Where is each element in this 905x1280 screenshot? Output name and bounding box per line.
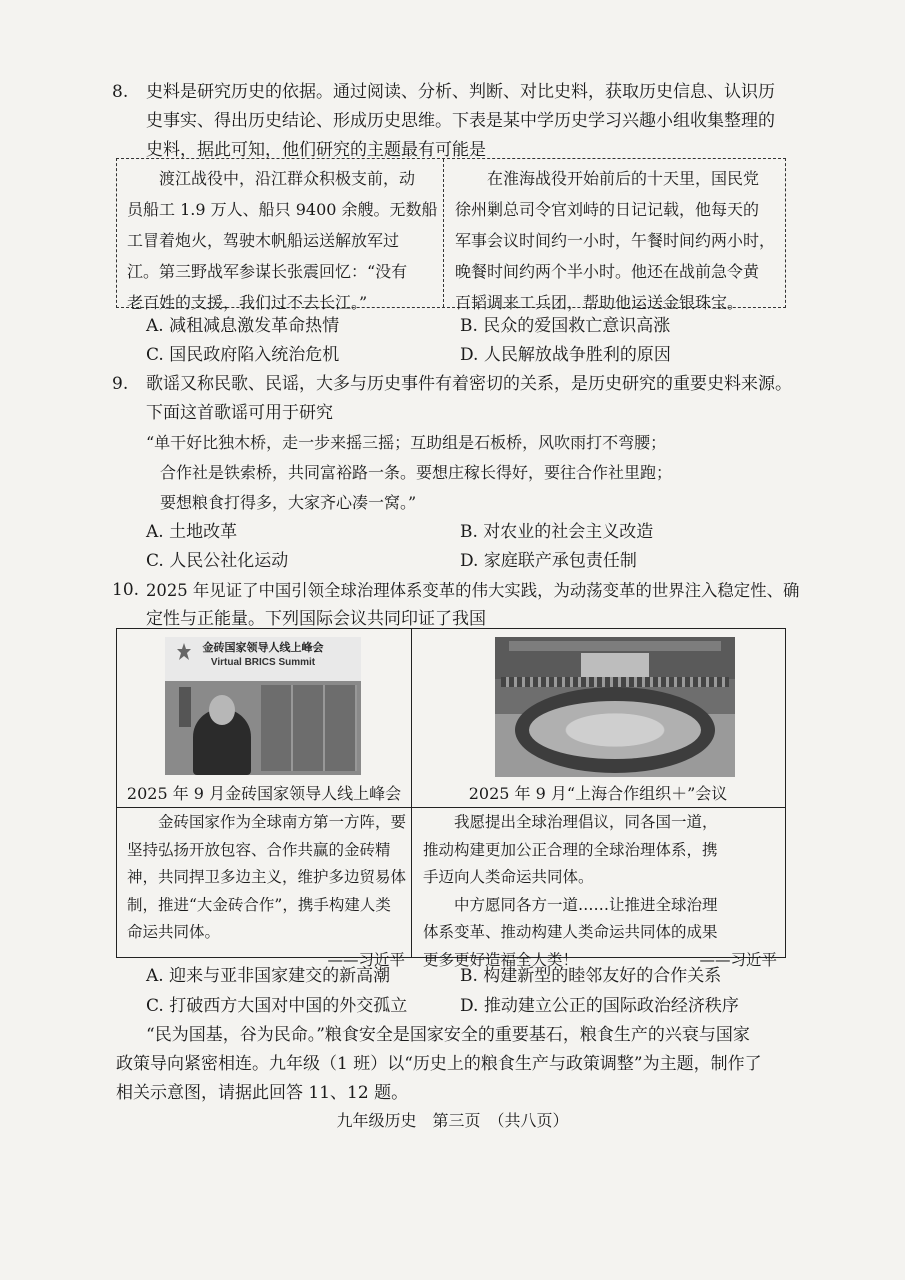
question-10-stem-line-1: 2025 年见证了中国引领全球治理体系变革的伟大实践，为动荡变革的世界注入稳定性、确 <box>146 581 800 600</box>
source-left-line: 员船工 1.9 万人、船只 9400 余艘。无数船 <box>127 200 438 219</box>
quote-left-signature: ——习近平 <box>327 950 405 969</box>
question-8-stem-line-3: 史料，据此可知，他们研究的主题最有可能是 <box>146 140 486 160</box>
ballad-line: 合作社是铁索桥，共同富裕路一条。要想庄稼长得好，要往合作社里跑； <box>160 463 673 482</box>
option-8a[interactable]: A. 减租减息激发革命热情 <box>146 316 340 336</box>
quote-left-line: 命运共同体。 <box>127 923 221 941</box>
intro-line-3: 相关示意图，请据此回答 11、12 题。 <box>116 1083 409 1103</box>
option-10d[interactable]: D. 推动建立公正的国际政治经济秩序 <box>460 996 739 1016</box>
source-right-line: 军事会议时间约一小时，午餐时间约两小时， <box>455 231 776 250</box>
quote-right-last-line: 更多更好造福全人类！ <box>423 950 579 969</box>
quote-right-line: 我愿提出全球治理倡议，同各国一道， <box>423 813 718 831</box>
ballad-line: “单干好比独木桥，走一步来摇三摇；互助组是石板桥，风吹雨打不弯腰； <box>146 433 667 452</box>
question-8-source-table <box>116 158 786 312</box>
source-right-line: 在淮海战役开始前后的十天里，国民党 <box>487 169 760 188</box>
source-left-line: 渡江战役中，沿江群众积极支前，动 <box>159 169 416 188</box>
intro-paragraph <box>116 1021 788 1108</box>
round-table <box>515 687 715 773</box>
source-right-line: 晚餐时间约两个半小时。他还在战前急令黄 <box>455 262 760 281</box>
quote-left <box>127 809 405 974</box>
question-9-stem <box>116 370 792 428</box>
option-10a[interactable]: A. 迎来与亚非国家建交的新高潮 <box>146 966 391 986</box>
table-divider <box>443 159 444 307</box>
caption-left: 2025 年 9 月金砖国家领导人线上峰会 <box>126 784 402 803</box>
ballad-line: 要想粮食打得多，大家齐心凑一窝。” <box>160 493 417 512</box>
quote-left-line: 金砖国家作为全球南方第一方阵，要 <box>127 813 407 831</box>
question-10-options-row-1 <box>146 962 786 991</box>
brics-summit-photo <box>165 637 361 775</box>
option-10c[interactable]: C. 打破西方大国对中国的外交孤立 <box>146 996 408 1016</box>
question-8 <box>112 78 788 165</box>
speaker-head <box>209 695 235 725</box>
source-left-line: 江。第三野战军参谋长张震回忆：“没有 <box>127 262 408 281</box>
quote-left-line: 制，推进“大金砖合作”，携手构建人类 <box>127 895 391 914</box>
question-10 <box>112 576 800 634</box>
quote-right-line: 推动构建更加公正合理的全球治理体系，携 <box>423 840 718 859</box>
intro-questions-11-12 <box>116 1021 788 1108</box>
question-10-stem-line-2: 定性与正能量。下列国际会议共同印证了我国 <box>146 609 486 629</box>
question-9-stem-line-2: 下面这首歌谣可用于研究 <box>146 403 333 423</box>
flag-shape <box>179 687 191 727</box>
question-8-stem-line-2: 史事实、得出历史结论、形成历史思维。下表是某中学历史学习兴趣小组收集整理的 <box>146 111 775 131</box>
question-9-number: 9. <box>112 374 129 394</box>
source-left <box>127 163 439 318</box>
source-right-line: 百韬调来工兵团，帮助他运送金银珠宝。 <box>455 293 744 312</box>
caption-right: 2025 年 9 月“上海合作组织＋”会议 <box>468 784 728 803</box>
question-9 <box>112 370 792 428</box>
option-8b[interactable]: B. 民众的爱国救亡意识高涨 <box>460 316 671 336</box>
sco-meeting-photo <box>495 637 735 777</box>
option-10b[interactable]: B. 构建新型的睦邻友好的合作关系 <box>460 966 722 986</box>
question-8-options-row-2 <box>146 341 786 370</box>
source-right <box>455 163 775 318</box>
quote-right-signature: ——习近平 <box>699 950 777 969</box>
flag-row <box>501 677 729 687</box>
quote-left-line: 坚持弘扬开放包容、合作共赢的金砖精 <box>127 840 391 859</box>
photo-title: 金砖国家领导人线上峰会 <box>202 641 324 654</box>
option-9b[interactable]: B. 对农业的社会主义改造 <box>460 522 654 542</box>
option-8c[interactable]: C. 国民政府陷入统治危机 <box>146 345 340 365</box>
question-8-options-row-1 <box>146 312 786 341</box>
quote-right <box>423 809 777 974</box>
question-10-number: 10. <box>112 580 140 600</box>
intro-line-2: 政策导向紧密相连。九年级（1 班）以“历史上的粮食生产与政策调整”为主题，制作了 <box>116 1054 762 1074</box>
question-9-options-row-2 <box>146 547 786 576</box>
option-9d[interactable]: D. 家庭联产承包责任制 <box>460 551 637 571</box>
photo-subtitle: Virtual BRICS Summit <box>210 657 316 668</box>
source-left-line: 老百姓的支援，我们过不去长江。” <box>127 293 368 312</box>
question-10-options-row-2 <box>146 992 786 1021</box>
option-8d[interactable]: D. 人民解放战争胜利的原因 <box>460 345 671 365</box>
video-grid <box>261 685 357 771</box>
page-footer: 九年级历史 第三页 （共八页） <box>336 1111 569 1130</box>
question-10-stem <box>116 576 800 634</box>
quote-right-line: 体系变革、推动构建人类命运共同体的成果 <box>423 923 718 941</box>
question-8-number: 8. <box>112 82 129 102</box>
question-8-stem <box>116 78 788 165</box>
quote-left-line: 神，共同捍卫多边主义，维护多边贸易体 <box>127 868 407 886</box>
quote-right-line: 手迈向人类命运共同体。 <box>423 868 594 886</box>
intro-line-1: “民为国基，谷为民命。”粮食安全是国家安全的重要基石，粮食生产的兴衰与国家 <box>146 1025 750 1045</box>
question-9-ballad <box>146 428 786 518</box>
question-8-stem-line-1: 史料是研究历史的依据。通过阅读、分析、判断、对比史料，获取历史信息、认识历 <box>146 82 775 102</box>
question-10-table <box>116 628 786 969</box>
question-9-stem-line-1: 歌谣又称民歌、民谣，大多与历史事件有着密切的关系，是历史研究的重要史料来源。 <box>146 374 792 394</box>
source-right-line: 徐州剿总司令官刘峙的日记记载，他每天的 <box>455 200 760 219</box>
option-9a[interactable]: A. 土地改革 <box>146 522 238 542</box>
meeting-banner <box>509 641 721 651</box>
source-left-line: 工冒着炮火，驾驶木帆船运送解放军过 <box>127 231 400 250</box>
question-9-options-row-1 <box>146 518 786 547</box>
option-9c[interactable]: C. 人民公社化运动 <box>146 551 289 571</box>
quote-right-line: 中方愿同各方一道……让推进全球治理 <box>423 895 718 914</box>
